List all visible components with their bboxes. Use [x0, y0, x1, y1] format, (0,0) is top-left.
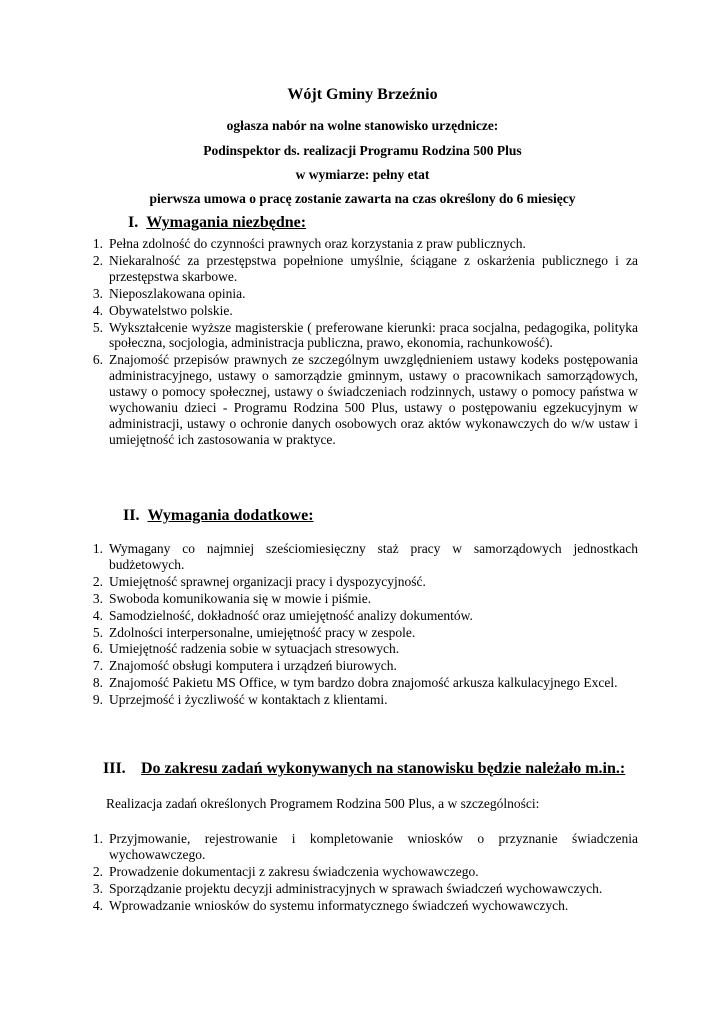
list-item: 5. Zdolności interpersonalne, umiejętność pracy w zespole. [92, 624, 416, 640]
list-item: 3. Nieposzlakowana opinia. [92, 285, 246, 301]
list-item: 4. Obywatelstwo polskie. [92, 302, 233, 318]
list-item: 8. Znajomość Pakietu MS Office, w tym bardzo dobra znajomość arkusza kalkulacyjnego Excel. [92, 675, 618, 691]
list-item: 7. Znajomość obsługi komputera i urządzeń biurowych. [92, 658, 397, 674]
list-item: 9. Uprzejmość i życzliwość w kontaktach z klientami. [92, 692, 388, 708]
announcement-line: ogłasza nabór na wolne stanowisko urzędnicze: [226, 118, 499, 133]
list-item: 1. Pełna zdolność do czynności prawnych oraz korzystania z praw publicznych. [92, 236, 526, 251]
list-item: 3. Sporządzanie projektu decyzji administracyjnych w sprawach świadczeń wychowawczych. [92, 880, 603, 896]
list-item: 1. Wymagany co najmniej sześciomiesięczny staż pracy w samorządowych jednostkach budżetowych. [92, 541, 638, 572]
position-name: Podinspektor ds. realizacji Programu Rodzina 500 Plus [203, 143, 522, 158]
list-item: 4. Wprowadzanie wniosków do systemu informatycznego świadczeń wychowawczych. [92, 897, 569, 913]
list-item: 3. Swoboda komunikowania się w mowie i piśmie. [92, 590, 372, 606]
section-1-list [83, 236, 638, 449]
list-item: 2. Umiejętność sprawnej organizacji pracy i dyspozycyjność. [92, 573, 426, 589]
section-2-number: II. [123, 507, 140, 524]
section-1-number: I. [128, 214, 139, 231]
section-3-heading [103, 760, 638, 778]
list-item: 1. Przyjmowanie, rejestrowanie i kompletowanie wniosków o przyznanie świadczenia wychowawczego. [92, 831, 638, 862]
list-item: 2. Prowadzenie dokumentacji z zakresu świadczenia wychowawczego. [92, 863, 479, 879]
section-2-list [83, 541, 638, 709]
section-1-heading [128, 214, 306, 232]
work-time: w wymiarze: pełny etat [295, 167, 430, 182]
list-item: 2. Niekaralność za przestępstwa popełnione umyślnie, ściągane z oskarżenia publicznego i za przestępstwa skarbowe. [92, 252, 638, 284]
section-3-list [83, 831, 638, 915]
list-item: 4. Samodzielność, dokładność oraz umiejętność analizy dokumentów. [92, 607, 473, 623]
page-title: Wójt Gminy Brzeźnio [287, 86, 438, 103]
section-2-heading [123, 507, 314, 525]
list-item: 6. Znajomość przepisów prawnych ze szczególnym uwzględnieniem ustawy kodeks postępowania administracyjnego, ustawy o samorządzie gminnym, ustawy o pracownikach samorządowych, ustawy o pomocy społecznej, ustawy o świadczeniach rodzinnych, ustawy o pomocy państwa w wychowaniu dzieci - Programu Rodzina 500 Plus, ustawy o postępowaniu egzekucyjnym w administracji, ustawy o ochronie danych osobowych oraz aktów wykonawczych do w/w ustaw i umiejętność ich zastosowania w praktyce. [92, 352, 638, 447]
list-item: 5. Wykształcenie wyższe magisterskie ( preferowane kierunki: praca socjalna, pedagogika, polityka społeczna, socjologia, administracja publiczna, prawo, ekonomia, rachunkowość). [92, 319, 638, 351]
section-3-title: Do zakresu zadań wykonywanych na stanowisku będzie należało m.in.: [141, 760, 626, 777]
contract-info: pierwsza umowa o pracę zostanie zawarta na czas określony do 6 miesięcy [149, 191, 576, 206]
section-2-title: Wymagania dodatkowe: [147, 507, 314, 524]
list-item: 6. Umiejętność radzenia sobie w sytuacjach stresowych. [92, 641, 400, 657]
section-1-title: Wymagania niezbędne: [146, 214, 307, 231]
section-3-number: III. [103, 760, 126, 777]
section-3-intro: Realizacja zadań określonych Programem Rodzina 500 Plus, a w szczególności: [106, 796, 540, 811]
